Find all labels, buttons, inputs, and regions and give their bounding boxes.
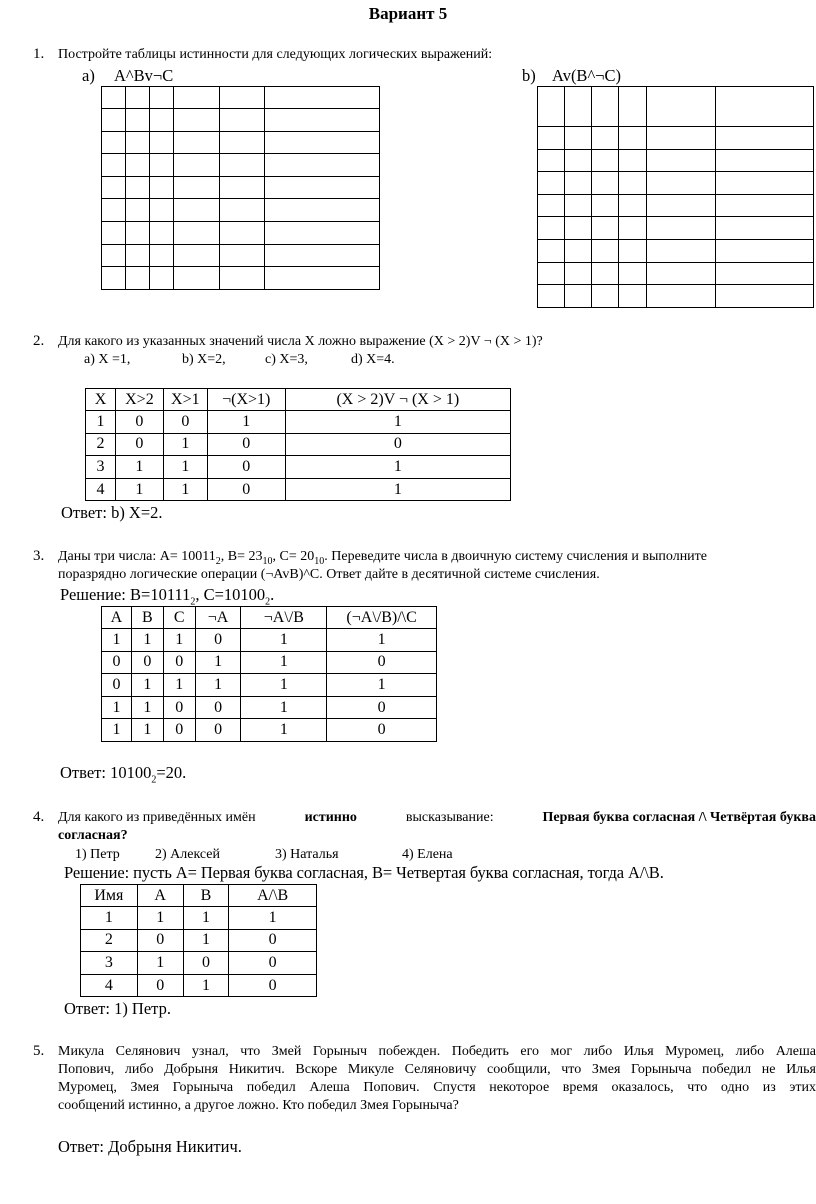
table-1a-row [102,199,380,222]
table-1a-cell [149,176,173,199]
table-1a-cell [265,176,380,199]
table-3-cell: 1 [327,674,437,697]
table-1b-row [538,172,814,195]
table-1a-header-cell [265,87,380,109]
table-1b-cell [564,285,591,308]
task-1b-expression: Av(B^¬C) [552,66,621,85]
table-3-header-cell: C [163,607,195,629]
table-4-row [81,907,317,930]
table-3-cell: 0 [163,696,195,719]
table-1a-cell [149,244,173,267]
table-3-cell: 0 [102,674,132,697]
table-1a-cell [102,267,126,290]
table-3-cell: 0 [195,629,241,652]
table-3-cell: 1 [195,651,241,674]
table-4-cell: 1 [137,907,183,930]
table-1a-cell [125,221,149,244]
table-4-row [81,929,317,952]
table-1a-cell [173,154,219,177]
table-1b-cell [646,194,716,217]
table-3-cell: 0 [195,696,241,719]
task-2-number: 2. [33,333,45,349]
table-2-header-cell: (X > 2)V ¬ (X > 1) [285,389,510,411]
table-1a-cell [102,154,126,177]
table-3-header-cell: B [131,607,163,629]
table-1b-cell [646,285,716,308]
table-1a-cell [265,199,380,222]
table-1b-cell [591,239,618,262]
table-1a-header-cell [219,87,265,109]
table-1a-cell [125,199,149,222]
table-3-row [102,719,437,742]
table-3-cell: 1 [241,651,327,674]
table-1b-cell [564,149,591,172]
table-1b-row [538,217,814,240]
table-1b-cell [564,239,591,262]
table-2-cell: 1 [285,478,510,501]
table-2-cell: 1 [115,456,163,479]
task-4-option-4: 4) Елена [402,847,453,862]
task-5-number: 5. [33,1043,45,1059]
table-1a-header-cell [149,87,173,109]
table-1b-cell [564,194,591,217]
table-1b-cell [646,172,716,195]
table-1a-cell [219,154,265,177]
table-1b-cell [646,217,716,240]
table-1b-cell [618,194,646,217]
table-1a-cell [219,131,265,154]
table-1a-cell [102,131,126,154]
table-1b-cell [646,127,716,150]
task-4-answer: Ответ: 1) Петр. [64,999,171,1018]
table-1b-row [538,149,814,172]
task-4-number: 4. [33,809,45,825]
table-3-cell: 1 [102,696,132,719]
table-1a-row [102,176,380,199]
table-3-cell: 1 [131,719,163,742]
table-4-cell: 1 [81,907,138,930]
table-3-cell: 1 [131,696,163,719]
table-1a-cell [219,176,265,199]
table-1a-cell [265,221,380,244]
table-4-cell: 2 [81,929,138,952]
truth-table-1b [537,86,814,308]
table-2-cell: 0 [285,433,510,456]
table-1a-cell [149,131,173,154]
table-1b-cell [618,239,646,262]
table-1b-cell [646,149,716,172]
table-3-cell: 1 [241,629,327,652]
table-1a-cell [265,154,380,177]
table-2-cell: 0 [163,411,207,434]
table-1b-header-cell [646,87,716,127]
truth-table-2 [85,388,511,501]
table-1b-cell [716,285,814,308]
table-1a-cell [125,267,149,290]
table-1b-cell [716,217,814,240]
table-1a-cell [102,244,126,267]
table-1a-cell [265,267,380,290]
table-4-cell: 1 [183,907,229,930]
task-5-answer: Ответ: Добрыня Никитич. [58,1137,242,1156]
table-3-cell: 1 [102,629,132,652]
table-1b-cell [564,172,591,195]
table-1b-row [538,285,814,308]
table-3-cell: 0 [131,651,163,674]
table-2-header-cell: X>2 [115,389,163,411]
table-4-cell: 0 [229,929,317,952]
table-1b-cell [538,172,565,195]
table-4-header-cell: B [183,885,229,907]
table-3-header-cell: (¬A\/B)/\C [327,607,437,629]
table-1b-header-cell [564,87,591,127]
task-1-number: 1. [33,46,45,62]
table-2-cell: 1 [285,456,510,479]
task-4-option-1: 1) Петр [75,847,120,862]
task-3-solution: Решение: $B=10111_2$, $C=10100_2$. [60,585,275,608]
table-3-cell: 1 [241,719,327,742]
table-1b-cell [538,217,565,240]
table-1a-cell [173,176,219,199]
task-1a-label: a) [82,66,95,85]
table-1b-cell [591,217,618,240]
table-3-cell: 1 [131,674,163,697]
table-1a-cell [173,244,219,267]
table-1b-cell [564,127,591,150]
table-2-cell: 1 [163,433,207,456]
task-2-option-b: b) X=2, [182,352,226,367]
table-1b-header-row [538,87,814,127]
table-2-cell: 1 [163,456,207,479]
table-1b-cell [716,149,814,172]
table-3-cell: 1 [195,674,241,697]
task-3-text-line2: поразрядно логические операции (¬AvB)^C. Ответ дайте в десятичной системе счисления. [58,567,600,582]
table-1a-cell [173,267,219,290]
table-4-header-cell: Имя [81,885,138,907]
table-2-cell: 1 [115,478,163,501]
table-4-cell: 1 [183,974,229,997]
table-1b-header-cell [591,87,618,127]
table-2-cell: 1 [163,478,207,501]
table-1a-cell [102,109,126,132]
table-4-cell: 1 [183,929,229,952]
table-1a-cell [219,267,265,290]
table-1b-cell [716,262,814,285]
table-2-cell: 4 [86,478,116,501]
table-3-cell: 0 [327,651,437,674]
table-3-cell: 1 [241,696,327,719]
table-1b-row [538,262,814,285]
page-title: Вариант 5 [368,4,448,23]
table-1a-cell [173,131,219,154]
table-1a-cell [102,199,126,222]
table-1b-cell [591,285,618,308]
table-3-cell: 0 [102,651,132,674]
task-2-option-c: c) X=3, [265,352,308,367]
table-1b-cell [564,217,591,240]
task-5-line-4: сообщений истинно, а другое ложно. Кто победил Змея Горыныча? [58,1098,459,1113]
table-1a-cell [265,131,380,154]
table-3-cell: 0 [195,719,241,742]
table-1b-cell [618,262,646,285]
table-2-cell: 3 [86,456,116,479]
table-4-header-cell: A/\B [229,885,317,907]
table-1b-cell [618,127,646,150]
table-2-row [86,411,511,434]
table-1b-cell [538,239,565,262]
table-4-row [81,952,317,975]
task-4-option-3: 3) Наталья [275,847,339,862]
task-2-answer: Ответ: b) X=2. [61,503,163,522]
table-1a-cell [149,154,173,177]
task-1a-expression: A^Bv¬C [114,66,174,85]
table-1b-row [538,239,814,262]
table-1a-cell [173,199,219,222]
table-1b-cell [646,262,716,285]
table-3-row [102,651,437,674]
task-4-option-2: 2) Алексей [155,847,221,862]
table-1b-header-cell [618,87,646,127]
task-5-line-2: Попович, либо Добрыня Никитич. Вскоре Микуле Селяновичу сообщили, что Змея Горыныча победил не Илья [58,1062,816,1077]
table-1b-cell [538,194,565,217]
table-1a-header-cell [173,87,219,109]
table-4-header-cell: A [137,885,183,907]
table-1b-cell [564,262,591,285]
table-3-row [102,674,437,697]
table-4-cell: 1 [229,907,317,930]
table-4-cell: 0 [183,952,229,975]
truth-table-3 [101,606,437,742]
table-1a-header-cell [125,87,149,109]
task-3-number: 3. [33,548,45,564]
task-3-answer: Ответ: $10100_2=20$. [60,763,187,786]
truth-table-1a [101,86,380,290]
table-1a-cell [219,244,265,267]
task-2-text: Для какого из указанных значений числа X ложно выражение (X > 2)V ¬ (X > 1)? [58,334,543,349]
table-2-cell: 0 [207,456,285,479]
task-5-text [58,1043,816,1115]
table-2-row [86,478,511,501]
task-4-text-line2: согласная? [58,828,128,843]
table-1a-cell [265,244,380,267]
table-1b-header-cell [538,87,565,127]
table-1a-cell [149,109,173,132]
table-3-cell: 1 [102,719,132,742]
table-2-cell: 0 [207,433,285,456]
table-1a-cell [125,109,149,132]
table-1a-cell [102,176,126,199]
table-3-header-row [102,607,437,629]
table-3-cell: 0 [163,719,195,742]
table-2-cell: 0 [207,478,285,501]
table-1b-cell [591,262,618,285]
table-2-row [86,456,511,479]
table-2-cell: 1 [207,411,285,434]
table-3-cell: 0 [327,696,437,719]
table-2-cell: 1 [86,411,116,434]
table-1b-cell [591,127,618,150]
table-2-header-cell: X [86,389,116,411]
table-1b-row [538,127,814,150]
table-1a-cell [125,176,149,199]
table-1a-cell [173,221,219,244]
table-3-header-cell: ¬A [195,607,241,629]
table-1b-cell [716,239,814,262]
table-4-row [81,974,317,997]
table-1b-cell [618,149,646,172]
table-1a-cell [149,267,173,290]
table-1b-header-cell [716,87,814,127]
table-1a-cell [265,109,380,132]
table-1b-cell [538,285,565,308]
task-1-text: Постройте таблицы истинности для следующих логических выражений: [58,47,493,62]
table-1a-cell [149,221,173,244]
table-3-header-cell: A [102,607,132,629]
task-5-line-1: Микула Селянович узнал, что Змей Горыныч побежден. Победить его мог либо Илья Муромец, либо Алеша [58,1044,816,1059]
table-1a-row [102,154,380,177]
table-4-cell: 4 [81,974,138,997]
table-4-cell: 0 [137,974,183,997]
table-4-cell: 0 [137,929,183,952]
table-4-cell: 0 [229,952,317,975]
table-2-header-row [86,389,511,411]
table-1a-row [102,221,380,244]
table-1a-cell [149,199,173,222]
table-1b-cell [538,127,565,150]
table-1a-header-cell [102,87,126,109]
table-1b-cell [646,239,716,262]
table-1b-row [538,194,814,217]
table-3-cell: 0 [327,719,437,742]
task-5-line-3: Муромец, Змея Горыныча победил Алеша Попович. Спустя некоторое время оказалось, что одно из этих [58,1080,816,1095]
table-3-cell: 1 [241,674,327,697]
table-2-cell: 2 [86,433,116,456]
table-1b-cell [716,127,814,150]
table-1a-header-row [102,87,380,109]
table-3-row [102,696,437,719]
table-1b-cell [618,217,646,240]
task-2-option-d: d) X=4. [351,352,395,367]
table-3-cell: 1 [163,629,195,652]
table-4-header-row [81,885,317,907]
table-1a-row [102,244,380,267]
table-1a-row [102,131,380,154]
table-2-cell: 1 [285,411,510,434]
table-1b-cell [538,262,565,285]
table-2-row [86,433,511,456]
table-1a-cell [125,244,149,267]
table-1a-cell [125,131,149,154]
table-2-cell: 0 [115,433,163,456]
table-1b-cell [591,172,618,195]
table-1b-cell [618,172,646,195]
table-1b-cell [591,194,618,217]
table-1b-cell [538,149,565,172]
task-4-text-line1: Для какого из приведённых имён истинно высказывание: Первая буква согласная /\ Четвёртая буква [58,810,816,825]
table-1b-cell [591,149,618,172]
table-3-cell: 1 [163,674,195,697]
truth-table-4 [80,884,317,997]
table-4-cell: 1 [137,952,183,975]
table-3-row [102,629,437,652]
table-3-cell: 1 [131,629,163,652]
task-2-option-a: a) X =1, [84,352,131,367]
table-4-cell: 0 [229,974,317,997]
task-3-text-line1: Даны три числа: $A= 10011_2$, $B= 23_{10}$, $C= 20_{10}$. Переведите числа в двоичную систему счисления и выполните [58,549,708,567]
table-1a-row [102,109,380,132]
table-1a-cell [219,221,265,244]
task-4-solution: Решение: пусть A= Первая буква согласная, B= Четвертая буква согласная, тогда A/\B. [64,863,664,882]
task-1b-label: b) [522,66,536,85]
table-3-cell: 1 [327,629,437,652]
table-1b-cell [716,194,814,217]
table-2-cell: 0 [115,411,163,434]
table-1b-cell [618,285,646,308]
table-1b-cell [716,172,814,195]
table-3-header-cell: ¬A\/B [241,607,327,629]
table-1a-cell [219,109,265,132]
table-1a-cell [173,109,219,132]
table-4-cell: 3 [81,952,138,975]
table-2-header-cell: ¬(X>1) [207,389,285,411]
table-1a-cell [219,199,265,222]
table-1a-row [102,267,380,290]
table-3-cell: 0 [163,651,195,674]
table-1a-cell [125,154,149,177]
table-1a-cell [102,221,126,244]
table-2-header-cell: X>1 [163,389,207,411]
